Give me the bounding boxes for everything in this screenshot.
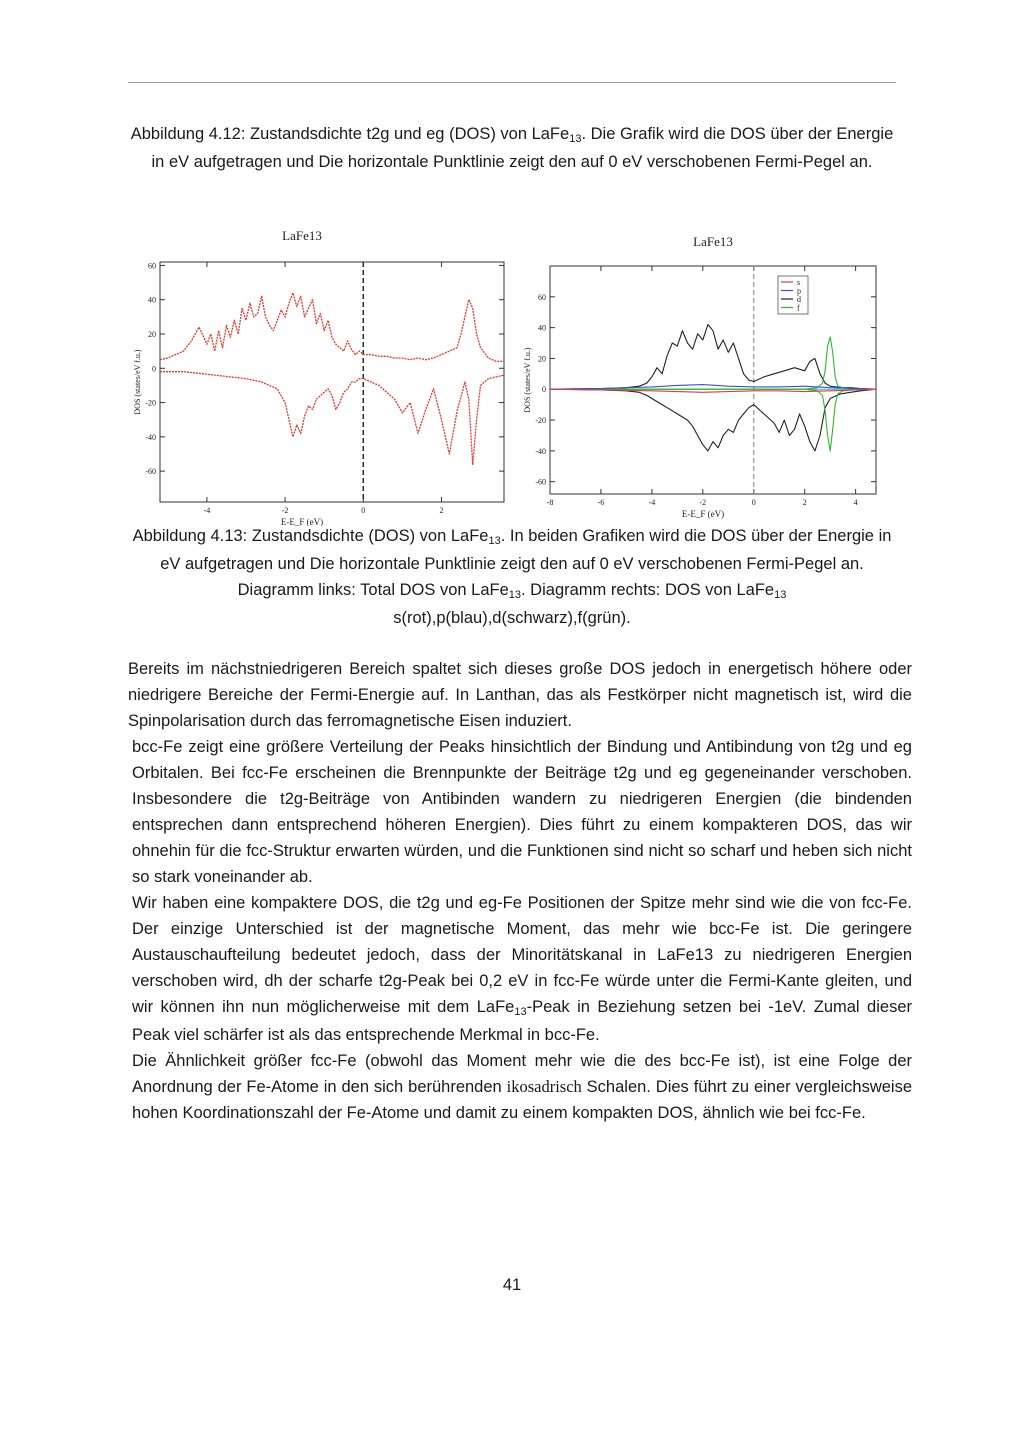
x-tick-label: -6 — [597, 498, 605, 507]
plot-frame — [160, 262, 504, 502]
chart-title: LaFe13 — [693, 234, 733, 249]
x-axis-label: E-E_F (eV) — [681, 509, 725, 519]
chart-right-orbital-dos — [516, 230, 882, 526]
series-line-1 — [160, 372, 504, 465]
chart-right-svg — [516, 230, 882, 526]
y-tick-label: 40 — [538, 323, 546, 333]
legend-label-d: d — [797, 295, 801, 304]
figure-caption-4-12: Abbildung 4.12: Zustandsdichte t2g und eg (DOS) von LaFe$_{13}$. Die Grafik wird die DOS über der Energie in eV aufgetragen und Die horizontale Punktlinie zeigt den auf 0 eV verschobenen Fermi-Pegel an. — [130, 125, 894, 171]
series-line-d — [550, 389, 876, 451]
paragraph-4: Die Ähnlichkeit größer fcc-Fe (obwohl das Moment mehr wie die des bcc-Fe ist), ist eine Folge der Anordnung der Fe-Atome in den sich berührenden ikosadrisch Schalen. Dies führt zu einer vergleichsweise hohen Koordinationszahl der Fe-Atome und damit zu einem kompakten DOS, ähnlich wie bei fcc-Fe. — [132, 1052, 913, 1122]
chart-title: LaFe13 — [282, 228, 322, 243]
x-tick-label: -2 — [281, 506, 289, 515]
plot-frame — [550, 266, 876, 494]
legend-label-f: f — [797, 303, 800, 313]
figure-caption-4-13: Abbildung 4.13: Zustandsdichte (DOS) von LaFe$_{13}$. In beiden Grafiken wird die DOS über der Energie in eV aufgetragen und Die horizontale Punktlinie zeigt den auf 0 eV verschobenen Fermi-Pegel an. Diagramm links: Total DOS von LaFe$_{13}$. Diagramm rechts: DOS von LaFe$_{13}$ s(rot),p(blau),d(schwarz),f(grün). — [132, 527, 892, 627]
x-tick-label: -4 — [648, 498, 656, 507]
x-tick-label: 2 — [439, 506, 444, 515]
y-tick-label: 0 — [152, 364, 156, 374]
legend-label-s: s — [797, 278, 801, 287]
series-line-p — [550, 385, 876, 390]
y-tick-label: -60 — [535, 477, 546, 487]
x-tick-label: 2 — [802, 498, 807, 507]
y-tick-label: -60 — [145, 467, 156, 477]
paragraph-2: bcc-Fe zeigt eine größere Verteilung der Peaks hinsichtlich der Bindung und Antibindung von t2g und eg Orbitalen. Bei fcc-Fe erscheinen die Brennpunkte der Beiträge t2g und eg gegeneinander verschoben. Insbesondere die t2g-Beiträge von Antibinden wandern zu niedrigeren Energien (die bindenden entsprechen dann entsprechend höheren Energien). Dies führt zu einem kompakteren DOS, das wir ohnehin für die fcc-Struktur erwarten würden, und die Funktionen sind nicht so scharf und heben sich nicht so stark voneinander ab. — [132, 738, 912, 886]
x-axis-label: E-E_F (eV) — [280, 517, 324, 526]
body-text — [128, 656, 912, 1126]
chart-left-svg — [130, 222, 514, 526]
y-tick-label: -40 — [145, 432, 156, 442]
x-tick-label: -4 — [203, 506, 211, 515]
chart-left-total-dos — [130, 222, 514, 526]
paragraph-1: Bereits im nächstniedrigeren Bereich spaltet sich dieses große DOS jedoch in energetisch höhere oder niedrigere Bereiche der Fermi-Energie auf. In Lanthan, das als Festkörper nicht magnetisch ist, wird die Spinpolarisation durch das ferromagnetische Eisen induziert. — [128, 660, 912, 730]
x-tick-label: 0 — [361, 506, 366, 515]
paragraph-3: Wir haben eine kompaktere DOS, die t2g und eg-Fe Positionen der Spitze mehr sind wie die von fcc-Fe. Der einzige Unterschied ist der magnetische Moment, das mehr wie bcc-Fe ist. Die geringere Austauschaufteilung bedeutet jedoch, dass der Minoritätskanal in LaFe13 zu niedrigeren Energien verschoben wird, dh der scharfe t2g-Peak bei 0,2 eV in fcc-Fe würde unter die Fermi-Kante gleiten, und wir können ihn nun möglicherweise mit dem LaFe$_{13}$-Peak in Beziehung setzen bei -1eV. Zumal dieser Peak viel schärfer ist als das entsprechende Merkmal in bcc-Fe. — [132, 894, 912, 1044]
y-tick-label: 60 — [148, 261, 156, 271]
y-tick-label: -20 — [535, 416, 546, 426]
legend-label-p: p — [797, 286, 801, 296]
y-axis-label: DOS (states/eV f.u.) — [133, 349, 142, 415]
y-tick-label: -40 — [535, 446, 546, 456]
x-tick-label: 4 — [853, 498, 858, 507]
y-tick-label: 0 — [542, 385, 546, 395]
page-number: 41 — [502, 1276, 522, 1294]
series-line-d — [550, 325, 876, 390]
y-tick-label: 20 — [538, 354, 546, 364]
header-rule — [128, 82, 896, 83]
y-tick-label: -20 — [145, 398, 156, 408]
y-tick-label: 60 — [538, 292, 546, 302]
series-line-0 — [160, 293, 504, 362]
y-tick-label: 40 — [148, 295, 156, 305]
x-tick-label: 0 — [751, 498, 756, 507]
x-tick-label: -2 — [699, 498, 707, 507]
y-tick-label: 20 — [148, 330, 156, 339]
y-axis-label: DOS (states/eV f.u.) — [523, 347, 532, 413]
series-line-f — [550, 337, 876, 389]
x-tick-label: -8 — [546, 498, 554, 507]
